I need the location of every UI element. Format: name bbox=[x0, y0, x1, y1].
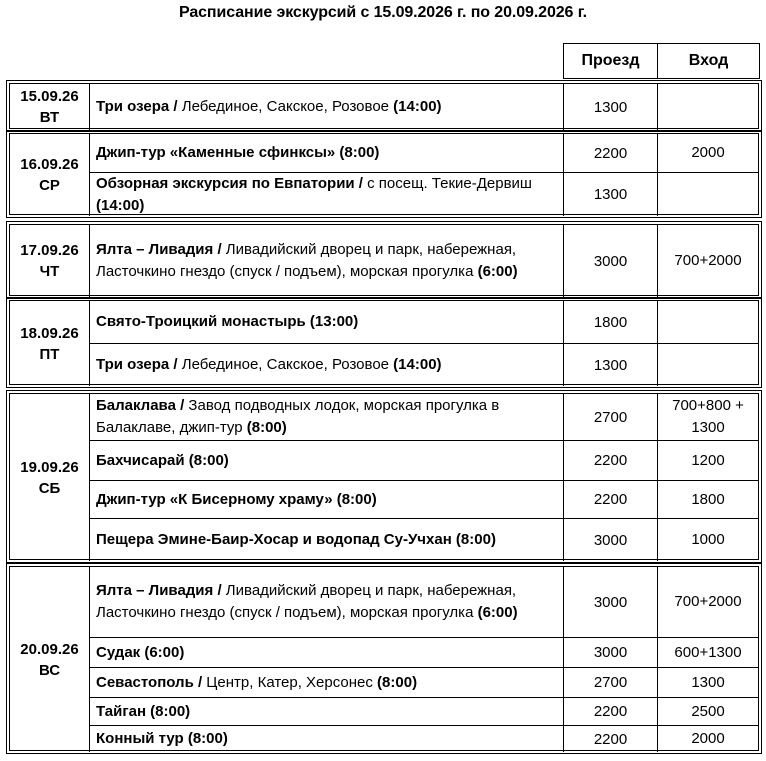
excursion-row bbox=[90, 301, 758, 343]
day-group bbox=[6, 80, 762, 132]
travel-price: 2200 bbox=[564, 441, 658, 480]
excursion-row bbox=[90, 84, 758, 130]
travel-price: 2700 bbox=[564, 394, 658, 440]
excursion-details: Лебединое, Сакское, Розовое bbox=[177, 356, 394, 373]
entry-price bbox=[658, 173, 758, 216]
excursion-time: (14:00) bbox=[96, 196, 145, 214]
weekday-label: ВТ bbox=[39, 109, 60, 126]
excursion-name: Судак (6:00) bbox=[96, 643, 185, 661]
excursion-row bbox=[90, 725, 758, 752]
travel-price: 1800 bbox=[564, 301, 658, 343]
travel-price: 2200 bbox=[564, 481, 658, 518]
excursion-name: Пещера Эмине-Баир-Хосар и водопад Су-Учхан (8:00) bbox=[96, 531, 496, 548]
date-label: 17.09.26 bbox=[20, 242, 79, 259]
excursion-name: Три озера / bbox=[96, 98, 178, 115]
entry-price: 600+1300 bbox=[674, 643, 742, 661]
date-label: 16.09.26 bbox=[20, 156, 79, 173]
weekday-label: ЧТ bbox=[39, 263, 60, 280]
excursion-row bbox=[90, 518, 758, 561]
excursion-name: Балаклава / bbox=[96, 397, 185, 414]
travel-price: 1300 bbox=[564, 84, 658, 130]
excursion-time: (6:00) bbox=[477, 604, 518, 621]
excursion-row bbox=[90, 637, 758, 667]
excursion-description bbox=[90, 441, 564, 480]
column-header-entry: Вход bbox=[657, 43, 760, 79]
date-label: 15.09.26 bbox=[20, 88, 79, 105]
date-label: 20.09.26 bbox=[20, 640, 79, 658]
entry-price bbox=[658, 84, 758, 130]
excursion-name: Тайган (8:00) bbox=[96, 702, 191, 720]
entry-price: 2500 bbox=[691, 702, 725, 720]
excursion-description bbox=[90, 638, 564, 667]
excursion-description bbox=[90, 698, 564, 725]
excursion-description bbox=[90, 134, 564, 172]
entry-price: 2000 bbox=[691, 730, 725, 747]
travel-price: 3000 bbox=[564, 225, 658, 297]
column-header-travel: Проезд bbox=[563, 43, 658, 79]
excursion-description bbox=[90, 84, 564, 130]
excursion-description bbox=[90, 567, 564, 637]
excursion-details: Ливадийский дворец и парк, набережная, Ласточкино гнездо (спуск / подъем), морская прогулка bbox=[96, 241, 517, 280]
excursion-time: (8:00) bbox=[377, 673, 418, 691]
day-group bbox=[6, 563, 762, 754]
excursion-description bbox=[90, 519, 564, 561]
travel-price: 3000 bbox=[564, 638, 658, 667]
excursion-row bbox=[90, 697, 758, 725]
excursion-name: Три озера / bbox=[96, 356, 178, 373]
weekday-label: ВС bbox=[38, 661, 61, 679]
excursion-name: Ялта – Ливадия / bbox=[96, 241, 222, 258]
excursion-name: Джип-тур «Каменные сфинксы» (8:00) bbox=[96, 144, 380, 161]
travel-price: 2200 bbox=[564, 698, 658, 725]
excursion-row bbox=[90, 225, 758, 297]
excursion-details: Лебединое, Сакское, Розовое bbox=[177, 98, 394, 115]
excursion-name: Джип-тур «К Бисерному храму» (8:00) bbox=[96, 490, 377, 508]
travel-price: 3000 bbox=[564, 567, 658, 637]
excursion-row bbox=[90, 172, 758, 216]
excursion-description bbox=[90, 173, 564, 216]
excursion-row bbox=[90, 394, 758, 440]
travel-price: 2200 bbox=[564, 134, 658, 172]
excursion-time: (14:00) bbox=[393, 98, 442, 115]
day-group bbox=[6, 390, 762, 563]
entry-price: 1800 bbox=[691, 490, 725, 508]
excursion-description bbox=[90, 668, 564, 697]
entry-price: 1000 bbox=[691, 531, 725, 548]
excursion-row bbox=[90, 567, 758, 637]
excursion-row bbox=[90, 134, 758, 172]
entry-price bbox=[658, 344, 758, 386]
date-cell bbox=[10, 567, 90, 752]
excursion-name: Севастополь / bbox=[96, 673, 203, 691]
excursion-time: (14:00) bbox=[393, 356, 442, 373]
excursion-row bbox=[90, 440, 758, 480]
excursion-row bbox=[90, 667, 758, 697]
excursion-name: Обзорная экскурсия по Евпатории / bbox=[96, 174, 363, 192]
excursion-time: (6:00) bbox=[477, 263, 518, 280]
date-cell bbox=[10, 225, 90, 297]
excursion-details: с посещ. Текие-Дервиш bbox=[362, 174, 532, 192]
travel-price: 2200 bbox=[564, 726, 658, 752]
travel-price: 1300 bbox=[564, 344, 658, 386]
excursion-name: Ялта – Ливадия / bbox=[96, 582, 222, 599]
excursion-details: Ливадийский дворец и парк, набережная, Ласточкино гнездо (спуск / подъем), морская прогулка bbox=[96, 582, 517, 621]
travel-price: 2700 bbox=[564, 668, 658, 697]
entry-price: 1200 bbox=[691, 451, 725, 469]
day-group bbox=[6, 130, 762, 218]
excursion-description bbox=[90, 481, 564, 518]
excursion-row bbox=[90, 343, 758, 386]
travel-price: 3000 bbox=[564, 519, 658, 561]
date-label: 19.09.26 bbox=[20, 458, 79, 476]
entry-price: 700+2000 bbox=[674, 593, 742, 610]
excursion-details: Завод подводных лодок, морская прогулка в Балаклаве, джип-тур bbox=[96, 397, 500, 436]
day-group bbox=[6, 221, 762, 299]
travel-price: 1300 bbox=[564, 173, 658, 216]
page-title: Расписание экскурсий с 15.09.2026 г. по 20.09.2026 г. bbox=[178, 4, 588, 21]
excursion-name: Бахчисарай (8:00) bbox=[96, 451, 229, 469]
entry-price bbox=[658, 301, 758, 343]
date-cell bbox=[10, 394, 90, 561]
excursion-name: Конный тур (8:00) bbox=[96, 730, 228, 747]
excursion-time: (8:00) bbox=[246, 419, 287, 436]
weekday-label: СБ bbox=[38, 479, 61, 497]
date-cell bbox=[10, 134, 90, 216]
entry-price: 2000 bbox=[691, 144, 725, 161]
entry-price: 700+2000 bbox=[674, 252, 742, 269]
weekday-label: СР bbox=[39, 177, 60, 194]
excursion-description bbox=[90, 225, 564, 297]
date-label: 18.09.26 bbox=[20, 324, 79, 342]
date-cell bbox=[10, 84, 90, 130]
entry-price: 700+800 + 1300 bbox=[672, 397, 744, 436]
excursion-description bbox=[90, 394, 564, 440]
date-cell bbox=[10, 301, 90, 386]
excursion-details: Центр, Катер, Херсонес bbox=[202, 673, 378, 691]
day-group bbox=[6, 297, 762, 388]
excursion-row bbox=[90, 480, 758, 518]
weekday-label: ПТ bbox=[39, 345, 60, 363]
excursion-description bbox=[90, 726, 564, 752]
excursion-description bbox=[90, 344, 564, 386]
excursion-name: Свято-Троицкий монастырь (13:00) bbox=[96, 313, 359, 330]
entry-price: 1300 bbox=[691, 673, 725, 691]
excursion-description bbox=[90, 301, 564, 343]
